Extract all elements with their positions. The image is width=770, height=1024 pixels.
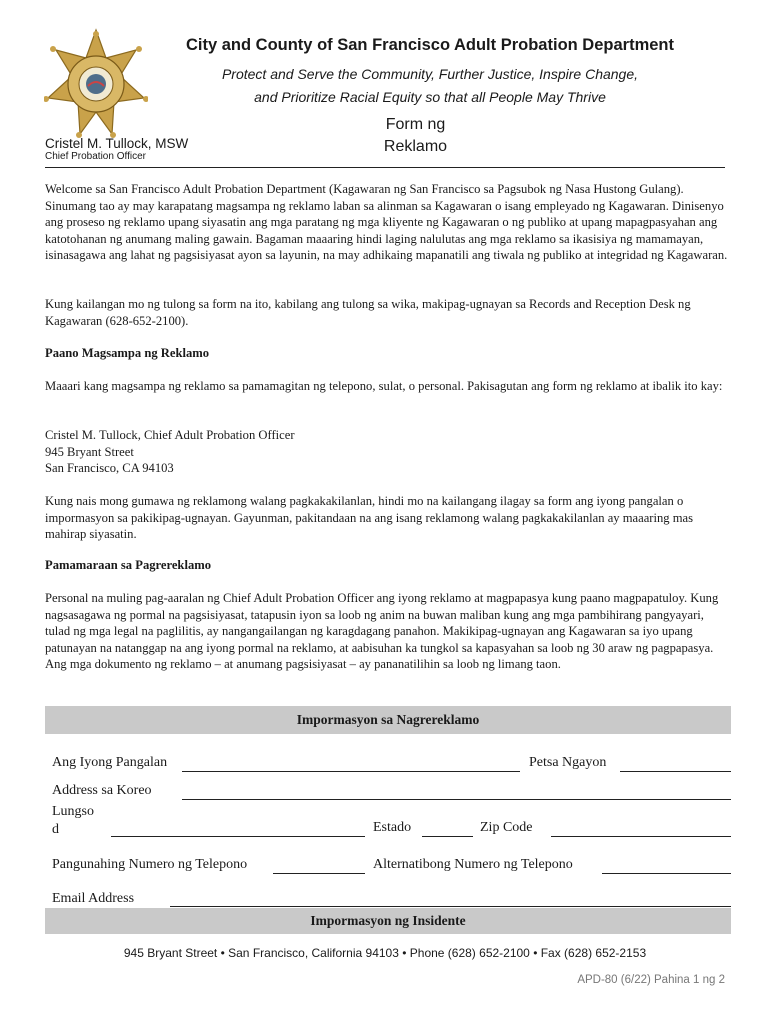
mission-line-1: Protect and Serve the Community, Further Justice, Inspire Change,	[221, 66, 639, 82]
city-label-part-1: Lungso	[52, 804, 94, 819]
heading-process: Pamamaraan sa Pagrereklamo	[45, 558, 212, 572]
section-complainant-info: Impormasyon sa Nagrereklamo	[45, 706, 731, 734]
zip-field[interactable]	[551, 836, 731, 837]
header-divider	[45, 167, 725, 168]
chief-name: Cristel M. Tullock, MSW	[45, 136, 189, 151]
form-title	[368, 114, 463, 158]
section-incident-info: Impormasyon ng Insidente	[45, 908, 731, 934]
state-label: Estado	[373, 820, 412, 835]
page-number: APD-80 (6/22) Pahina 1 ng 2	[577, 974, 725, 986]
file-paragraph: Maaari kang magsampa ng reklamo sa pamamagitan ng telepono, sulat, o personal. Pakisagutan ang form ng reklamo at ibalik ito kay:	[45, 379, 723, 393]
alt-phone-field[interactable]	[602, 873, 731, 874]
date-label: Petsa Ngayon	[529, 755, 607, 770]
phone-field[interactable]	[273, 873, 365, 874]
form-title-line-2: Reklamo	[383, 138, 448, 155]
city-label-part-2: d	[52, 822, 59, 837]
form-title-cut-text	[368, 156, 463, 162]
anonymous-paragraph: Kung nais mong gumawa ng reklamong walang pagkakakilanlan, hindi mo na kailangang ilagay sa form ang iyong pangalan o impormasyon sa pakikipag-ugnayan. Gayunman, pakitandaan na ang isang reklamong walang pagkakakilanlan ay maaaring mas mahirap siyasatin.	[45, 494, 694, 541]
state-field[interactable]	[422, 836, 473, 837]
address-line-2: 945 Bryant Street	[45, 444, 134, 459]
mailing-address	[45, 427, 730, 477]
department-seal-icon	[44, 28, 148, 138]
department-title: City and County of San Francisco Adult Probation Department	[185, 36, 674, 54]
email-field[interactable]	[170, 906, 731, 907]
footer-contact: 945 Bryant Street • San Francisco, California 94103 • Phone (628) 652-2100 • Fax (628) 652-2153	[123, 946, 647, 960]
chief-title: Chief Probation Officer	[45, 151, 146, 162]
address-label: Address sa Koreo	[52, 783, 152, 798]
city-label	[52, 803, 94, 839]
zip-label: Zip Code	[480, 820, 533, 835]
name-field[interactable]	[182, 771, 520, 772]
heading-how-to-file: Paano Magsampa ng Reklamo	[45, 346, 210, 360]
email-label: Email Address	[52, 891, 135, 906]
form-title-line-1: Form ng	[385, 116, 446, 133]
address-field[interactable]	[182, 799, 731, 800]
phone-label: Pangunahing Numero ng Telepono	[52, 857, 248, 872]
address-line-1: Cristel M. Tullock, Chief Adult Probation Officer	[45, 428, 295, 442]
date-field[interactable]	[620, 771, 731, 772]
help-paragraph: Kung kailangan mo ng tulong sa form na ito, kabilang ang tulong sa wika, makipag-ugnayan sa Records and Reception Desk ng Kagawaran (628-652-2100).	[45, 297, 691, 328]
address-line-3: San Francisco, CA 94103	[45, 461, 174, 475]
alt-phone-label: Alternatibong Numero ng Telepono	[373, 857, 573, 872]
mission-line-2: and Prioritize Racial Equity so that all People May Thrive	[254, 89, 606, 105]
welcome-paragraph: Welcome sa San Francisco Adult Probation Department (Kagawaran ng San Francisco sa Pagsubok ng Nasa Hustong Gulang). Sinumang tao ay may karapatang magsampa ng reklamo laban sa alinman sa Kagawaran o isang empleyado ng Kagawaran. Dinisenyo ang proseso ng reklamo upang siyasatin ang mga paratang ng mga kliyente ng Kagawaran o ng publiko at upang mapagpasyahan ang katotohanan ng anumang maling gawain. Bagaman maaaring hindi laging nalulutas ang mga reklamo sa ikasisiya ng mamamayan, isinasagawa ang lahat ng pagsisiyasat ayon sa layunin, na may adhikaing mapanatili ang tiwala ng publiko at integridad ng Kagawaran.	[45, 182, 728, 262]
city-field[interactable]	[111, 836, 365, 837]
process-paragraph: Personal na muling pag-aaralan ng Chief Adult Probation Officer ang iyong reklamo at magpapasya kung paano magpapatuloy. Kung nagsasagawa ng pormal na pagsisiyasat, tatapusin iyon sa loob ng anim na buwan maliban kung ang mga pambihirang pangyayari, tulad ng mga legal na paglilitis, ay nangangailangan ng karagdagang panahon. Makikipag-ugnayan ang Kagawaran sa iyo upang patunayan na natanggap na ang iyong pormal na reklamo, at aabisuhan ka tungkol sa kapasyahan sa loob ng 30 araw ng pagpapasya. Ang mga dokumento ng reklamo – at anumang pagsisiyasat – ay pananatilihin sa loob ng limang taon.	[45, 591, 719, 671]
name-label: Ang Iyong Pangalan	[52, 755, 168, 770]
